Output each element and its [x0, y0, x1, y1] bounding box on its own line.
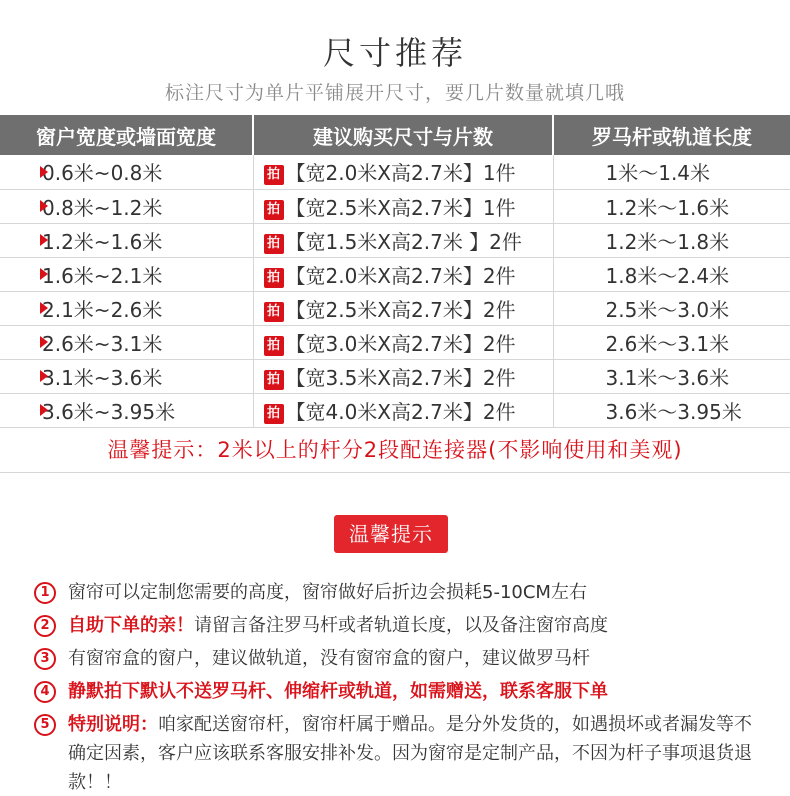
- triangle-bullet-icon: [40, 370, 48, 382]
- buy-size-cell: 拍 【宽3.5米X高2.7米】2件: [253, 359, 553, 393]
- tips-badge: 温馨提示: [334, 515, 448, 553]
- note-item: [34, 644, 754, 673]
- rod-length-cell: 2.5米～3.0米: [553, 291, 790, 325]
- pai-icon: 拍: [264, 268, 284, 288]
- note-item: [34, 578, 754, 607]
- rod-length-cell: 1.8米～2.4米: [553, 257, 790, 291]
- circled-number-icon: 1: [34, 582, 56, 604]
- rod-length-cell: 1米～1.4米: [553, 155, 790, 189]
- table-header-row: [0, 115, 790, 155]
- rod-connector-tip: 温馨提示：2米以上的杆分2段配连接器(不影响使用和美观): [107, 438, 683, 462]
- rod-length-cell: 3.1米～3.6米: [553, 359, 790, 393]
- pai-icon: 拍: [264, 302, 284, 322]
- note-item: [34, 677, 754, 706]
- triangle-bullet-icon: [40, 404, 48, 416]
- buy-size-cell: 拍 【宽2.0米X高2.7米】2件: [253, 257, 553, 291]
- table-row: [0, 189, 790, 223]
- triangle-bullet-icon: [40, 268, 48, 280]
- pai-icon: 拍: [264, 370, 284, 390]
- table-row: [0, 223, 790, 257]
- notes-list: [34, 578, 754, 796]
- circled-number-icon: 4: [34, 681, 56, 703]
- rod-length-cell: 1.2米～1.8米: [553, 223, 790, 257]
- buy-size-cell: 拍 【宽4.0米X高2.7米】2件: [253, 393, 553, 427]
- triangle-bullet-icon: [40, 336, 48, 348]
- column-header-buy-size: 建议购买尺寸与片数: [253, 115, 553, 155]
- buy-size-cell: 拍 【宽1.5米X高2.7米 】2件: [253, 223, 553, 257]
- triangle-bullet-icon: [40, 302, 48, 314]
- column-header-rod-length: 罗马杆或轨道长度: [553, 115, 790, 155]
- column-header-window-width: 窗户宽度或墙面宽度: [0, 115, 253, 155]
- note-lead: 自助下单的亲！: [68, 615, 194, 636]
- size-table: [0, 115, 790, 428]
- triangle-bullet-icon: [40, 234, 48, 246]
- buy-size-cell: 拍 【宽3.0米X高2.7米】2件: [253, 325, 553, 359]
- circled-number-icon: 2: [34, 615, 56, 637]
- table-row: [0, 291, 790, 325]
- table-row: [0, 257, 790, 291]
- triangle-bullet-icon: [40, 200, 48, 212]
- window-width-cell: 3.6米~3.95米: [0, 393, 253, 427]
- pai-icon: 拍: [264, 336, 284, 356]
- pai-icon: 拍: [264, 404, 284, 424]
- table-row: [0, 325, 790, 359]
- triangle-bullet-icon: [40, 166, 48, 178]
- note-item: [34, 710, 754, 796]
- window-width-cell: 1.2米~1.6米: [0, 223, 253, 257]
- window-width-cell: 3.1米~3.6米: [0, 359, 253, 393]
- pai-icon: 拍: [264, 234, 284, 254]
- circled-number-icon: 3: [34, 648, 56, 670]
- note-text: 有窗帘盒的窗户，建议做轨道，没有窗帘盒的窗户，建议做罗马杆: [68, 648, 590, 669]
- window-width-cell: 1.6米~2.1米: [0, 257, 253, 291]
- buy-size-cell: 拍 【宽2.5米X高2.7米】1件: [253, 189, 553, 223]
- rod-length-cell: 1.2米～1.6米: [553, 189, 790, 223]
- rod-length-cell: 2.6米～3.1米: [553, 325, 790, 359]
- window-width-cell: 0.6米~0.8米: [0, 155, 253, 189]
- divider: [0, 472, 790, 473]
- note-text: 咱家配送窗帘杆，窗帘杆属于赠品。是分外发货的，如遇损坏或者漏发等不确定因素，客户应该联系客服安排补发。因为窗帘是定制产品，不因为杆子事项退货退款！！: [68, 714, 752, 793]
- note-text: 请留言备注罗马杆或者轨道长度，以及备注窗帘高度: [194, 615, 608, 636]
- page-subtitle: 标注尺寸为单片平铺展开尺寸，要几片数量就填几哦: [164, 82, 625, 104]
- window-width-cell: 2.6米~3.1米: [0, 325, 253, 359]
- note-text: 窗帘可以定制您需要的高度，窗帘做好后折边会损耗5-10CM左右: [68, 582, 587, 603]
- table-row: [0, 359, 790, 393]
- pai-icon: 拍: [264, 200, 284, 220]
- buy-size-cell: 拍 【宽2.0米X高2.7米】1件: [253, 155, 553, 189]
- buy-size-cell: 拍 【宽2.5米X高2.7米】2件: [253, 291, 553, 325]
- page-title: 尺寸推荐: [322, 34, 467, 72]
- rod-length-cell: 3.6米～3.95米: [553, 393, 790, 427]
- note-item: [34, 611, 754, 640]
- window-width-cell: 2.1米~2.6米: [0, 291, 253, 325]
- window-width-cell: 0.8米~1.2米: [0, 189, 253, 223]
- table-row: [0, 155, 790, 189]
- note-text: 静默拍下默认不送罗马杆、伸缩杆或轨道，如需赠送，联系客服下单: [68, 681, 608, 702]
- table-row: [0, 393, 790, 427]
- circled-number-icon: 5: [34, 714, 56, 736]
- note-lead: 特别说明：: [68, 714, 158, 735]
- pai-icon: 拍: [264, 165, 284, 185]
